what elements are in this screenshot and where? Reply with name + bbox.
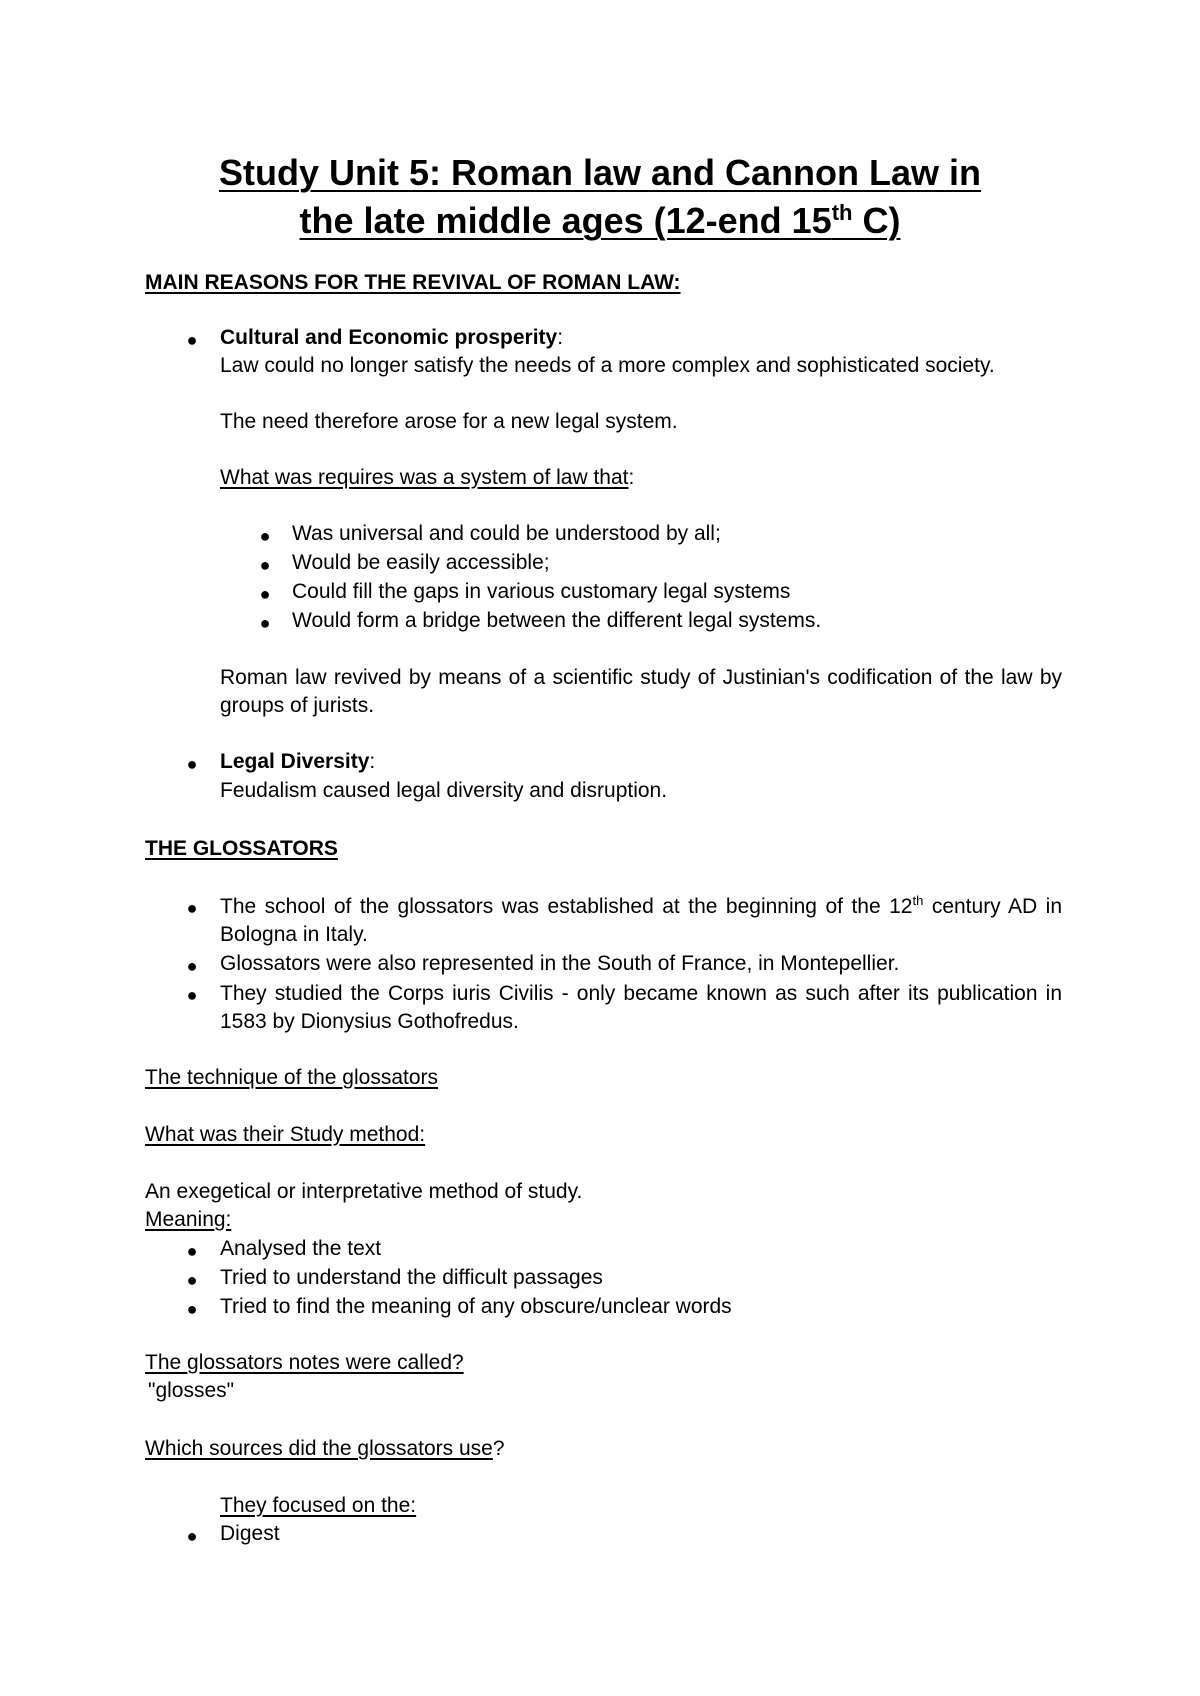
bullet-icon: ● [259, 613, 271, 633]
list-item-montepellier: Glossators were also represented in the South of France, in Montepellier. [220, 952, 900, 975]
list-item-corpus-iuris: They studied the Corps iuris Civilis - only became known as such after its publication in 1583 by Dionysius Gothofredus. [220, 982, 1062, 1033]
subheading-focused-on: They focused on the: [220, 1494, 417, 1517]
list-item-digest: Digest [220, 1522, 280, 1545]
list-item-school-established: The school of the glossators was established at the beginning of the 12th century AD in Bologna in Italy. [220, 893, 1063, 946]
section-heading-glossators: THE GLOSSATORS [145, 837, 338, 860]
bullet-icon: ● [186, 330, 198, 350]
bullet-icon: ● [186, 1241, 198, 1261]
subheading-requirements: What was requires was a system of law that: [220, 466, 635, 489]
subheading-technique: The technique of the glossators [145, 1066, 439, 1089]
paragraph-exegetical: An exegetical or interpretative method of study. [145, 1180, 583, 1203]
paragraph-glosses: "glosses" [148, 1379, 235, 1402]
list-item-analysed: Analysed the text [220, 1237, 382, 1260]
bullet-icon: ● [259, 584, 271, 604]
subheading-sources: Which sources did the glossators use? [145, 1437, 505, 1460]
label-meaning: Meaning: [145, 1208, 232, 1231]
paragraph-new-legal-system: The need therefore arose for a new legal system. [220, 410, 678, 433]
list-item-fill-gaps: Could fill the gaps in various customary legal systems [292, 580, 791, 603]
bullet-icon: ● [186, 754, 198, 774]
list-item-accessible: Would be easily accessible; [292, 551, 550, 574]
subheading-study-method: What was their Study method: [145, 1123, 426, 1146]
paragraph-roman-law-revived: Roman law revived by means of a scientific study of Justinian's codification of the law by groups of jurists. [220, 666, 1062, 717]
list-item-difficult-passages: Tried to understand the difficult passages [220, 1266, 603, 1289]
bullet-icon: ● [259, 555, 271, 575]
list-item-obscure-words: Tried to find the meaning of any obscure/unclear words [220, 1295, 732, 1318]
subheading-notes-called: The glossators notes were called? [145, 1351, 464, 1374]
document-title-line-2: the late middle ages (12-end 15th C) [299, 200, 901, 241]
paragraph-feudalism: Feudalism caused legal diversity and disruption. [220, 779, 668, 802]
list-item-bridge: Would form a bridge between the different legal systems. [292, 609, 822, 632]
list-item-legal-diversity: Legal Diversity: [220, 750, 376, 773]
list-item-universal: Was universal and could be understood by all; [292, 522, 721, 545]
document-title-line-1: Study Unit 5: Roman law and Cannon Law in [218, 152, 982, 193]
list-item-cultural-economic: Cultural and Economic prosperity: [220, 326, 564, 349]
bullet-icon: ● [186, 1299, 198, 1319]
bullet-icon: ● [186, 985, 198, 1005]
bullet-icon: ● [186, 956, 198, 976]
bullet-icon: ● [186, 1270, 198, 1290]
bullet-icon: ● [186, 898, 198, 918]
paragraph-law-needs: Law could no longer satisfy the needs of a more complex and sophisticated society. [220, 354, 995, 377]
bullet-icon: ● [259, 526, 271, 546]
section-heading-revival: MAIN REASONS FOR THE REVIVAL OF ROMAN LAW: [145, 271, 681, 294]
bullet-icon: ● [186, 1526, 198, 1546]
